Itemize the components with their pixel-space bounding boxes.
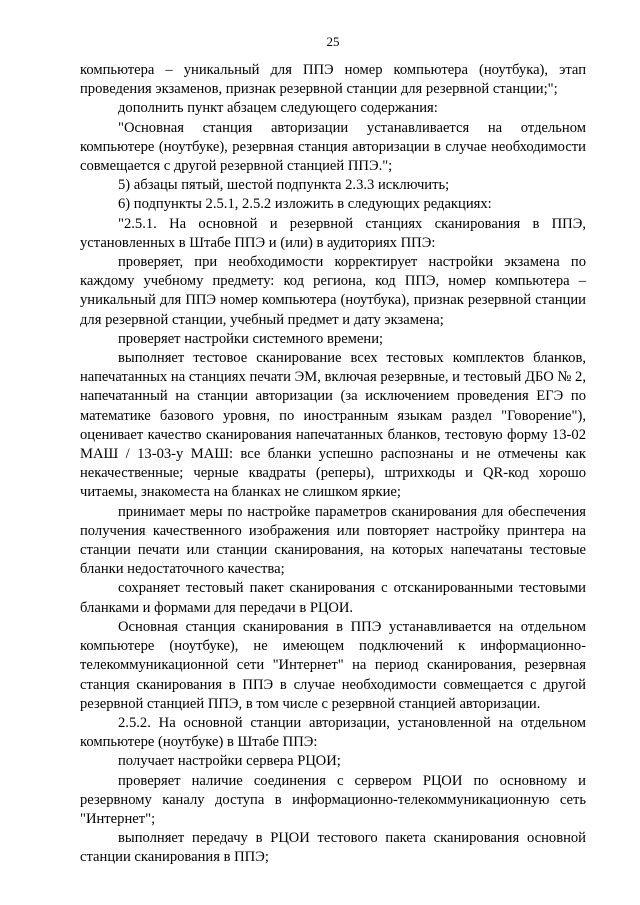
paragraph: выполняет передачу в РЦОИ тестового пакета сканирования основной станции сканирования в ППЭ;: [80, 830, 586, 866]
paragraph: сохраняет тестовый пакет сканирования с отсканированными тестовыми бланками и формами для передачи в РЦОИ.: [80, 580, 586, 616]
paragraph: проверяет, при необходимости корректирует настройки экзамена по каждому учебному предмету: код региона, код ППЭ, номер компьютера – уникальный для ППЭ номер компьютера (ноутбука), признак резервной станции для резервной станции, учебный предмет и дату экзамена;: [80, 254, 586, 328]
page-number: 25: [326, 34, 340, 49]
paragraph: компьютера – уникальный для ППЭ номер компьютера (ноутбука), этап проведения экзаменов, признак резервной станции для резервной станции;";: [80, 62, 586, 98]
paragraph: "Основная станция авторизации устанавливается на отдельном компьютере (ноутбуке), резервная станция авторизации в случае необходимости совмещается с другой резервной станцией ППЭ.";: [80, 119, 586, 175]
paragraph: 6) подпункты 2.5.1, 2.5.2 изложить в следующих редакциях:: [118, 196, 492, 213]
document-body: [80, 61, 586, 868]
paragraph: "2.5.1. На основной и резервной станциях сканирования в ППЭ, установленных в Штабе ППЭ и (или) в аудиториях ППЭ:: [80, 215, 586, 251]
paragraph: дополнить пункт абзацем следующего содержания:: [118, 100, 438, 117]
paragraph: Основная станция сканирования в ППЭ устанавливается на отдельном компьютере (ноутбуке), не имеющем подключений к информационно-телекоммуникационной сети "Интернет" на период сканирования, резервная станция сканирования в ППЭ в случае необходимости совмещается с другой резервной станцией ППЭ, в том числе с резервной станцией авторизации.: [80, 618, 586, 712]
paragraph: 5) абзацы пятый, шестой подпункта 2.3.3 исключить;: [118, 177, 450, 194]
paragraph: проверяет наличие соединения с сервером РЦОИ по основному и резервному каналу доступа в информационно-телекоммуникационную сеть "Интернет";: [80, 772, 586, 827]
paragraph: принимает меры по настройке параметров сканирования для обеспечения получения качественного изображения или повторяет настройку принтера на станции печати или станции сканирования, на которых напечатаны тестовые бланки недостаточного качества;: [80, 503, 586, 578]
paragraph: проверяет настройки системного времени;: [118, 330, 384, 347]
paragraph: 2.5.2. На основной станции авторизации, установленной на отдельном компьютере (ноутбуке) в Штабе ППЭ:: [80, 714, 586, 751]
paragraph: получает настройки сервера РЦОИ;: [118, 753, 341, 770]
paragraph: выполняет тестовое сканирование всех тестовых комплектов бланков, напечатанных на станциях печати ЭМ, включая резервные, и тестовый ДБО № 2, напечатанный на станции авторизации (за исключением проведения ЕГЭ по математике базового уровня, по иностранным языкам раздел "Говорение"), оценивает качество сканирования напечатанных бланков, тестовую форму 13-02 МАШ / 13-03-у МАШ: все бланки успешно распознаны и не отмечены как некачественные; черные квадраты (реперы), штрихкоды и QR-код хорошо читаемы, знакоместа на бланках не слишком яркие;: [80, 350, 586, 501]
